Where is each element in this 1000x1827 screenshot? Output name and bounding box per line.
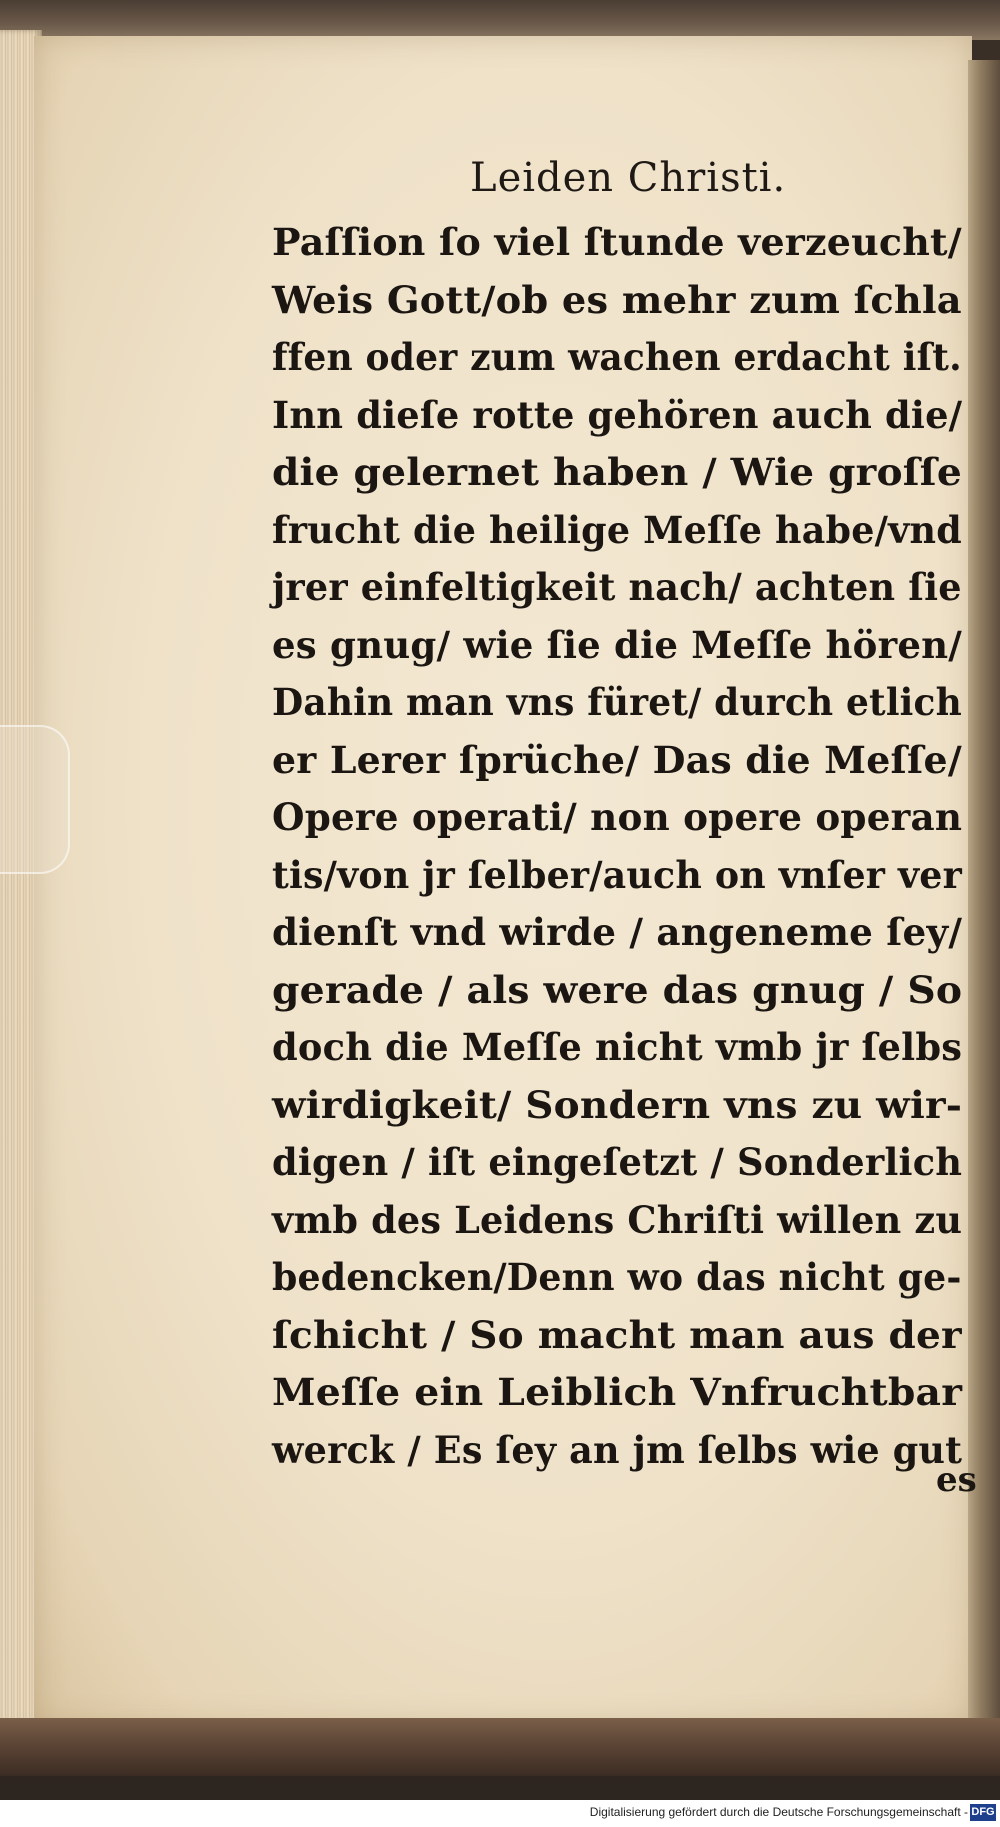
text-line: tis/von jr ſelber/auch on vnſer ver bbox=[272, 852, 962, 897]
running-head: Leiden Christi. bbox=[470, 155, 787, 201]
text-line: jrer einfeltigkeit nach/ achten ſie bbox=[272, 565, 962, 609]
text-line: Opere operati/ non opere operan bbox=[272, 795, 963, 839]
text-line: Weis Gott/ob es mehr zum ſchla bbox=[272, 277, 962, 322]
text-line: bedencken/Denn wo das nicht ge- bbox=[272, 1255, 962, 1299]
book-bottom-edge bbox=[0, 1718, 1000, 1776]
text-line: gerade / als were das gnug / So bbox=[272, 967, 963, 1012]
catchword: es bbox=[936, 1460, 977, 1500]
text-line: Inn dieſe rotte gehören auch die/ bbox=[272, 392, 963, 437]
text-line: frucht die heilige Meſſe habe/vnd bbox=[272, 507, 962, 552]
text-line: Dahin man vns füret/ durch etlich bbox=[272, 680, 962, 724]
footer-credit: Digitalisierung gefördert durch die Deutsche Forschungsgemeinschaft - bbox=[589, 1805, 968, 1819]
text-line: Paſſion ſo viel ſtunde verzeucht/ bbox=[272, 220, 962, 264]
dfg-logo: DFG bbox=[970, 1804, 996, 1821]
text-line: werck / Es ſey an jm ſelbs wie gut bbox=[272, 1427, 963, 1472]
text-line: dienſt vnd wirde / angeneme ſey/ bbox=[272, 910, 963, 954]
text-line: Meſſe ein Leiblich Vnfruchtbar bbox=[272, 1370, 963, 1414]
text-line: vmb des Leidens Chriſti willen zu bbox=[272, 1197, 963, 1242]
text-line: ffen oder zum wachen erdacht iſt. bbox=[272, 335, 962, 379]
book-top-edge bbox=[0, 0, 1000, 40]
text-line: ſchicht / So macht man aus der bbox=[272, 1312, 962, 1357]
text-line: doch die Meſſe nicht vmb jr ſelbs bbox=[272, 1025, 963, 1069]
text-line: die gelernet haben / Wie groſſe bbox=[272, 450, 962, 494]
text-line: wirdigkeit/ Sondern vns zu wir- bbox=[272, 1082, 963, 1127]
text-line: es gnug/ wie ſie die Meſſe hören/ bbox=[272, 622, 963, 667]
footer-bar bbox=[0, 1800, 1000, 1827]
page-clip bbox=[0, 725, 70, 874]
text-line: er Lerer ſprüche/ Das die Meſſe/ bbox=[272, 737, 962, 782]
text-line: digen / iſt eingeſetzt / Sonderlich bbox=[272, 1140, 963, 1184]
